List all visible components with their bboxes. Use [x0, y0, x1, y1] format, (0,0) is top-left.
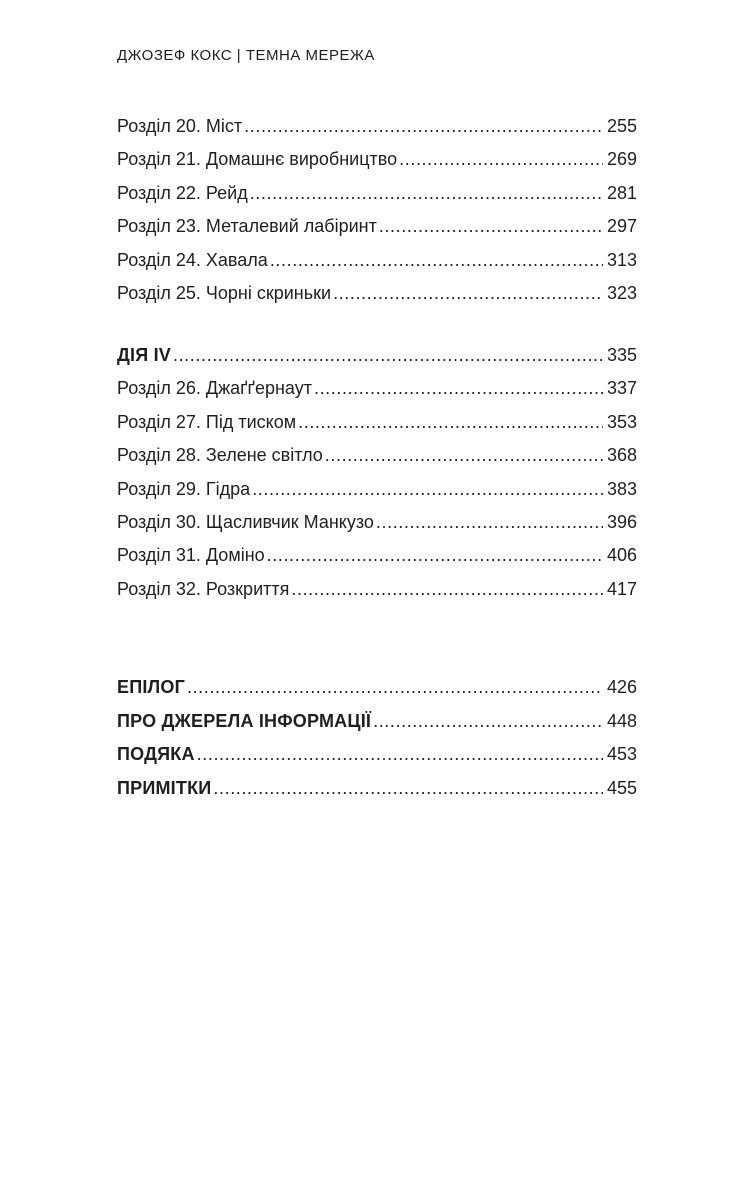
- dot-leader: [376, 506, 603, 539]
- dot-leader: [399, 143, 603, 176]
- toc-entry-page-number: 255: [606, 116, 637, 136]
- toc-entry-label: Розділ 26. Джаґґернаут: [117, 378, 312, 399]
- toc-entry-label: ПРИМІТКИ: [117, 777, 212, 798]
- toc-entry-page-number: 353: [606, 411, 637, 432]
- toc-section-act-iv: [117, 339, 637, 607]
- dot-leader: [267, 539, 603, 572]
- toc-entry: [117, 110, 637, 143]
- toc-entry-label: Розділ 21. Домашнє виробництво: [117, 149, 398, 170]
- toc-entry-page-number: 448: [606, 710, 637, 731]
- toc-entry-page-number: 335: [606, 344, 637, 365]
- toc-entry-page-number: 383: [606, 478, 637, 499]
- toc-entry: [117, 439, 637, 472]
- dot-leader: [197, 738, 603, 771]
- toc-entry: [117, 772, 637, 805]
- toc-entry: [117, 406, 637, 439]
- toc-entry-label: Розділ 24. Хавала: [117, 249, 268, 270]
- dot-leader: [187, 671, 603, 704]
- toc-section-chapters-20-25: [117, 110, 637, 311]
- toc-entry: [117, 539, 637, 572]
- toc-entry: [117, 738, 637, 771]
- toc-entry-page-number: 297: [606, 216, 637, 237]
- toc-entry: [117, 177, 637, 210]
- toc-entry-page-number: 396: [606, 511, 637, 532]
- toc-entry: [117, 210, 637, 243]
- dot-leader: [298, 406, 603, 439]
- toc-entry-label: Розділ 20. Міст: [117, 116, 243, 136]
- dot-leader: [291, 573, 603, 606]
- toc-entry-label: ЕПІЛОГ: [117, 677, 185, 698]
- running-header: ДЖОЗЕФ КОКС | ТЕМНА МЕРЕЖА: [117, 47, 375, 64]
- toc-entry: [117, 705, 637, 738]
- toc-entry-page-number: 453: [606, 744, 637, 765]
- toc-entry-label: ПРО ДЖЕРЕЛА ІНФОРМАЦІЇ: [117, 710, 372, 731]
- toc-entry-label: Розділ 23. Металевий лабіринт: [117, 216, 377, 237]
- toc-entry-label: Розділ 27. Під тиском: [117, 411, 297, 432]
- toc-entry-page-number: 417: [606, 578, 637, 599]
- dot-leader: [373, 705, 603, 738]
- toc-entry: [117, 372, 637, 405]
- toc-entry: [117, 277, 637, 310]
- toc-section-back-matter: [117, 671, 637, 805]
- toc-entry-label: ПОДЯКА: [117, 744, 195, 765]
- toc-entry: [117, 244, 637, 277]
- dot-leader: [333, 277, 603, 310]
- dot-leader: [325, 439, 603, 472]
- toc-entry-label: Розділ 32. Розкриття: [117, 578, 290, 599]
- toc-entry-page-number: 269: [606, 149, 637, 170]
- dot-leader: [213, 772, 603, 805]
- dot-leader: [379, 210, 603, 243]
- toc-entry-page-number: 368: [606, 445, 637, 466]
- toc-entry-label: Розділ 31. Доміно: [117, 545, 265, 566]
- toc-entry-label: Розділ 30. Щасливчик Манкузо: [117, 511, 374, 532]
- toc-entry-page-number: 455: [606, 777, 637, 798]
- toc-entry-label: Розділ 25. Чорні скриньки: [117, 283, 332, 304]
- table-of-contents: [117, 110, 637, 805]
- toc-entry: [117, 671, 637, 704]
- toc-entry-label: Розділ 28. Зелене світло: [117, 445, 323, 466]
- dot-leader: [270, 244, 603, 277]
- toc-entry-page-number: 313: [606, 249, 637, 270]
- toc-entry-page-number: 323: [606, 283, 637, 304]
- toc-entry: [117, 143, 637, 176]
- toc-entry: [117, 473, 637, 506]
- dot-leader: [173, 339, 603, 372]
- dot-leader: [314, 372, 603, 405]
- toc-entry-page-number: 337: [606, 378, 637, 399]
- toc-entry-page-number: 426: [606, 677, 637, 698]
- toc-entry-label: ДІЯ IV: [117, 344, 171, 365]
- toc-entry: [117, 339, 637, 372]
- dot-leader: [250, 177, 603, 210]
- toc-entry: [117, 506, 637, 539]
- dot-leader: [252, 473, 603, 506]
- toc-entry-label: Розділ 22. Рейд: [117, 182, 248, 203]
- toc-entry-page-number: 281: [606, 182, 637, 203]
- toc-entry: [117, 573, 637, 606]
- toc-entry-label: Розділ 29. Гідра: [117, 478, 251, 499]
- toc-entry-page-number: 406: [606, 545, 637, 566]
- dot-leader: [244, 110, 603, 143]
